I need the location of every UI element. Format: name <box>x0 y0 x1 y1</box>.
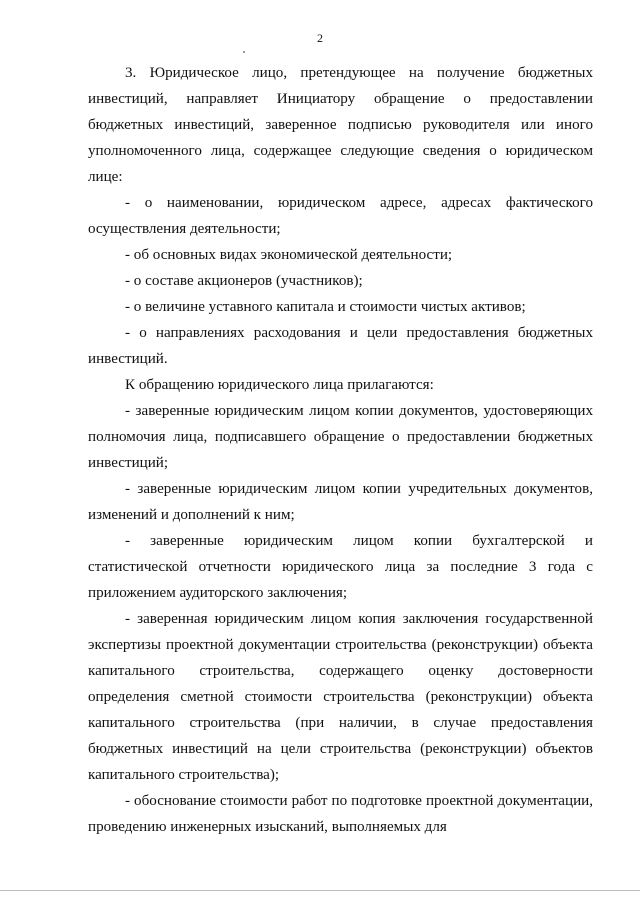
bottom-rule <box>0 890 640 891</box>
paragraph-clause-3: 3. Юридическое лицо, претендующее на получение бюджетных инвестиций, направляет Инициатору обращение о предоставлении бюджетных инвестиций, заверенное подписью руководителя или иного уполномоченного лица, содержащее следующие сведения о юридическом лице: <box>88 65 593 185</box>
paragraph-item-activity: - об основных видах экономической деятельности; <box>125 247 453 263</box>
paragraph-attach-accounting: - заверенные юридическим лицом копии бухгалтерской и статистической отчетности юридического лица за последние 3 года с приложением аудиторского заключения; <box>88 533 593 601</box>
paragraph-item-spending: - о направлениях расходования и цели предоставления бюджетных инвестиций. <box>88 325 593 367</box>
paragraph-attach-cost-justification: - обоснование стоимости работ по подготовке проектной документации, проведению инженерных изысканий, выполняемых для <box>88 793 593 835</box>
document-body <box>88 60 593 840</box>
paragraph-attach-expertise: - заверенная юридическим лицом копия заключения государственной экспертизы проектной документации строительства (реконструкции) объекта капитального строительства, содержащего оценку достоверности определения сметной стоимости строительства (реконструкции) объекта капитального строительства (при наличии, в случае предоставления бюджетных инвестиций на цели строительства (реконструкции) объектов капитального строительства); <box>88 611 593 783</box>
paragraph-item-shareholders: - о составе акционеров (участников); <box>125 273 363 289</box>
scan-artifact <box>243 51 245 53</box>
paragraph-attach-charter: - заверенные юридическим лицом копии учредительных документов, изменений и дополнений к ним; <box>88 481 593 523</box>
paragraph-attachments-heading: К обращению юридического лица прилагаются: <box>125 377 434 393</box>
paragraph-item-name-address: - о наименовании, юридическом адресе, адресах фактического осуществления деятельности; <box>88 195 593 237</box>
paragraph-item-capital: - о величине уставного капитала и стоимости чистых активов; <box>125 299 526 315</box>
page-number: 2 <box>317 31 323 45</box>
paragraph-attach-authority: - заверенные юридическим лицом копии документов, удостоверяющих полномочия лица, подписавшего обращение о предоставлении бюджетных инвестиций; <box>88 403 593 471</box>
